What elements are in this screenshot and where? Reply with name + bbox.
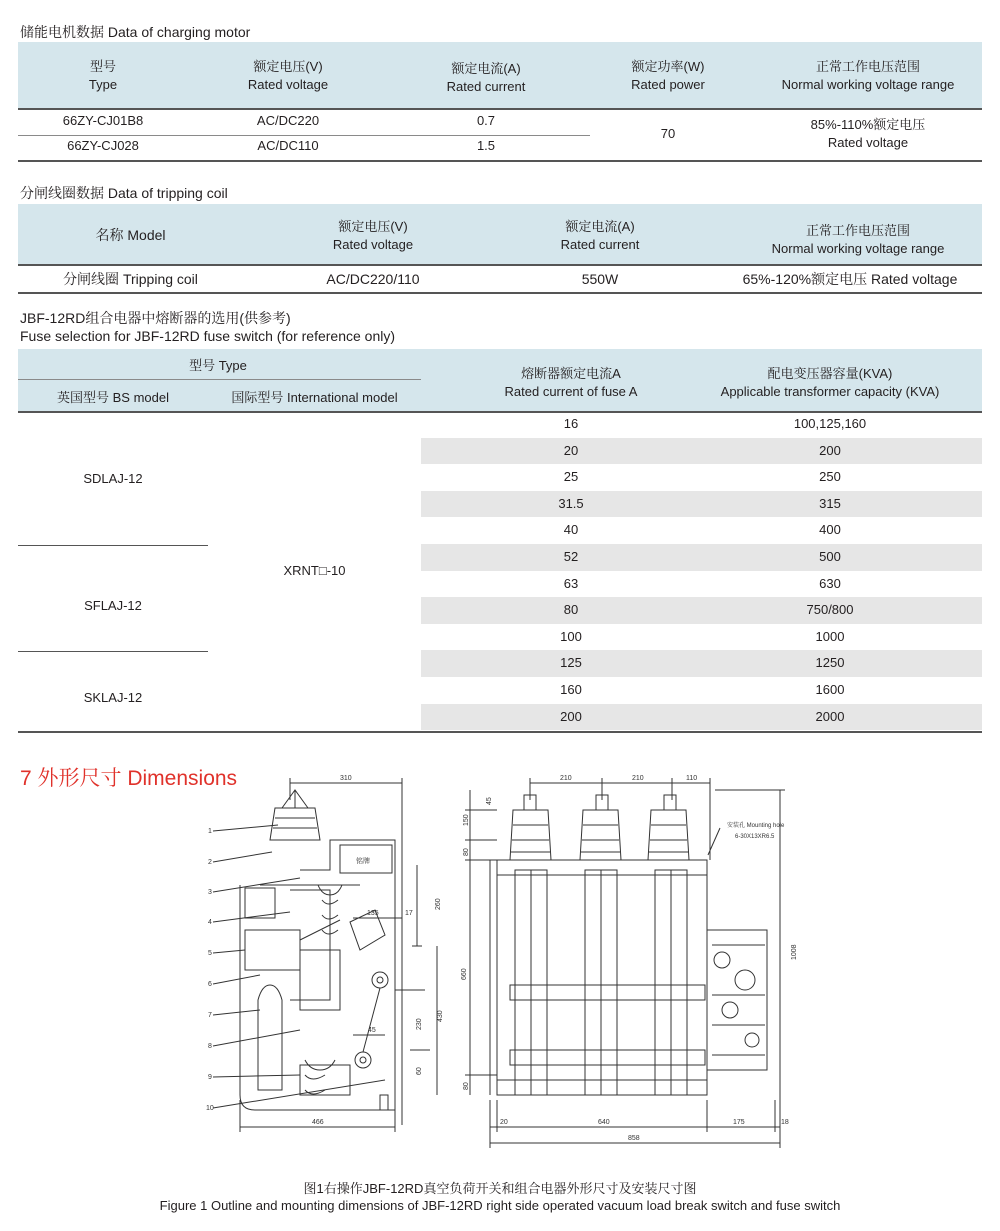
fuse-header-bs: 英国型号 BS model bbox=[57, 390, 169, 405]
fuse-rated-current: 63 bbox=[563, 575, 579, 591]
fuse-header-type: 型号 Type bbox=[189, 358, 247, 373]
coil-row-voltage: AC/DC220/110 bbox=[326, 271, 420, 287]
part-number-6: 6 bbox=[208, 981, 212, 988]
dim-80-top: 80 bbox=[463, 848, 470, 856]
dim-858: 858 bbox=[628, 1135, 640, 1142]
motor-table bbox=[18, 42, 982, 162]
mounting-hole-label: 安装孔 Mounting hole bbox=[727, 823, 785, 829]
fuse-rated-current: 100 bbox=[560, 628, 582, 644]
dim-210-a: 210 bbox=[560, 775, 572, 782]
fuse-table bbox=[18, 349, 982, 735]
fuse-transformer-capacity: 315 bbox=[819, 495, 841, 511]
dim-80-bottom: 80 bbox=[463, 1082, 470, 1090]
fuse-transformer-capacity: 2000 bbox=[815, 708, 845, 724]
coil-row-range: 65%-120%额定电压 Rated voltage bbox=[742, 271, 958, 287]
motor-header-current: 额定电流(A) Rated current bbox=[446, 61, 526, 94]
dim-230: 230 bbox=[416, 1018, 423, 1030]
motor-row-1-current: 0.7 bbox=[476, 113, 496, 128]
motor-row-2-current: 1.5 bbox=[476, 138, 496, 153]
dim-135: 135 bbox=[367, 910, 379, 917]
fuse-bs-model-1: SDLAJ-12 bbox=[83, 471, 143, 486]
front-view-drawing bbox=[455, 770, 805, 1155]
dim-175: 175 bbox=[733, 1119, 745, 1126]
dim-150: 150 bbox=[463, 814, 470, 826]
coil-header-model: 名称 Model bbox=[95, 227, 166, 243]
part-number-10: 10 bbox=[206, 1105, 214, 1112]
fuse-transformer-capacity: 750/800 bbox=[806, 602, 854, 618]
fuse-section-title: JBF-12RD组合电器中熔断器的选用(供参考) Fuse selection for JBF-12RD fuse switch (for reference only) bbox=[20, 310, 396, 344]
dim-17: 17 bbox=[405, 910, 413, 917]
dim-20: 20 bbox=[500, 1119, 508, 1126]
fuse-transformer-capacity: 200 bbox=[819, 442, 841, 458]
motor-header-power: 额定功率(W) Rated power bbox=[631, 59, 705, 92]
fuse-rated-current: 80 bbox=[563, 602, 579, 618]
motor-range-value: 85%-110%额定电压 Rated voltage bbox=[810, 117, 926, 150]
motor-header-voltage: 额定电压(V) Rated voltage bbox=[247, 59, 329, 92]
dim-110: 110 bbox=[686, 775, 698, 782]
dim-18: 18 bbox=[781, 1119, 789, 1126]
side-view-drawing bbox=[195, 770, 445, 1140]
fuse-bs-model-2: SFLAJ-12 bbox=[84, 598, 142, 613]
coil-row-current: 550W bbox=[581, 271, 619, 287]
dim-660: 660 bbox=[461, 968, 468, 980]
fuse-header-capacity: 配电变压器容量(KVA) Applicable transformer capacity (KVA) bbox=[720, 366, 940, 399]
motor-row-2-type: 66ZY-CJ028 bbox=[67, 138, 139, 153]
motor-power-value: 70 bbox=[660, 126, 676, 141]
coil-header-current: 额定电流(A) Rated current bbox=[560, 219, 640, 252]
fuse-header-rated: 熔断器额定电流A Rated current of fuse A bbox=[504, 366, 638, 399]
fuse-transformer-capacity: 500 bbox=[819, 549, 841, 564]
dim-210-b: 210 bbox=[632, 775, 644, 782]
part-number-9: 9 bbox=[208, 1074, 212, 1081]
dim-45-front: 45 bbox=[486, 797, 493, 805]
fuse-rated-current: 31.5 bbox=[558, 495, 584, 511]
motor-section-title: 储能电机数据 Data of charging motor bbox=[20, 24, 251, 40]
dim-1008: 1008 bbox=[791, 944, 798, 960]
fuse-transformer-capacity: 100,125,160 bbox=[793, 416, 867, 431]
fuse-rated-current: 52 bbox=[563, 549, 579, 564]
coil-header-voltage: 额定电压(V) Rated voltage bbox=[332, 219, 414, 252]
part-number-8: 8 bbox=[208, 1043, 212, 1050]
motor-row-2-voltage: AC/DC110 bbox=[257, 138, 319, 153]
motor-header-type: 型号 Type bbox=[88, 59, 118, 92]
figure-caption bbox=[0, 1180, 1000, 1214]
fuse-transformer-capacity: 250 bbox=[819, 469, 841, 485]
motor-header-range: 正常工作电压范围 Normal working voltage range bbox=[781, 59, 955, 92]
part-number-4: 4 bbox=[208, 919, 212, 926]
fuse-header-intl: 国际型号 International model bbox=[231, 390, 398, 405]
coil-section-title: 分闸线圈数据 Data of tripping coil bbox=[20, 185, 228, 201]
fuse-bs-model-3: SKLAJ-12 bbox=[83, 690, 143, 705]
dim-430: 430 bbox=[437, 1010, 444, 1022]
part-number-2: 2 bbox=[208, 859, 212, 866]
fuse-intl-model: XRNT□-10 bbox=[283, 563, 346, 578]
fuse-transformer-capacity: 400 bbox=[819, 522, 841, 538]
dim-60: 60 bbox=[416, 1067, 423, 1075]
fuse-rated-current: 25 bbox=[563, 469, 579, 485]
fuse-transformer-capacity: 1000 bbox=[815, 628, 845, 644]
fuse-transformer-capacity: 1250 bbox=[815, 655, 845, 671]
fuse-rated-current: 160 bbox=[560, 682, 582, 697]
fuse-rated-current: 20 bbox=[563, 442, 579, 458]
dim-466: 466 bbox=[312, 1119, 324, 1126]
fuse-transformer-capacity: 630 bbox=[819, 575, 841, 591]
dim-45: 45 bbox=[368, 1027, 376, 1034]
fuse-rated-current: 200 bbox=[560, 708, 582, 724]
part-number-7: 7 bbox=[208, 1012, 212, 1019]
coil-row-name: 分闸线圈 Tripping coil bbox=[63, 271, 198, 287]
dimensions-title: 7 外形尺寸 Dimensions bbox=[20, 767, 238, 790]
part-number-5: 5 bbox=[208, 950, 212, 957]
part-number-1: 1 bbox=[208, 828, 212, 835]
figure-caption-en: Figure 1 Outline and mounting dimensions of JBF-12RD right side operated vacuum load break switch and fuse switch bbox=[159, 1198, 841, 1213]
dim-640: 640 bbox=[598, 1119, 610, 1126]
motor-row-1-type: 66ZY-CJ01B8 bbox=[62, 113, 144, 128]
part-number-3: 3 bbox=[208, 889, 212, 896]
mounting-hole-spec: 6-30X13XR6.5 bbox=[735, 834, 775, 840]
fuse-rated-current: 125 bbox=[560, 655, 582, 671]
fuse-transformer-capacity: 1600 bbox=[815, 682, 845, 697]
dim-260: 260 bbox=[435, 898, 442, 910]
motor-row-1-voltage: AC/DC220 bbox=[256, 113, 320, 128]
nameplate-label: 铭牌 bbox=[356, 858, 370, 865]
coil-header-range: 正常工作电压范围 Normal working voltage range bbox=[771, 223, 945, 256]
fuse-rated-current: 16 bbox=[563, 416, 579, 431]
coil-table bbox=[18, 204, 982, 296]
dim-310: 310 bbox=[340, 775, 352, 782]
figure-caption-cn: 图1右操作JBF-12RD真空负荷开关和组合电器外形尺寸及安装尺寸图 bbox=[303, 1181, 697, 1196]
fuse-rated-current: 40 bbox=[563, 522, 579, 538]
